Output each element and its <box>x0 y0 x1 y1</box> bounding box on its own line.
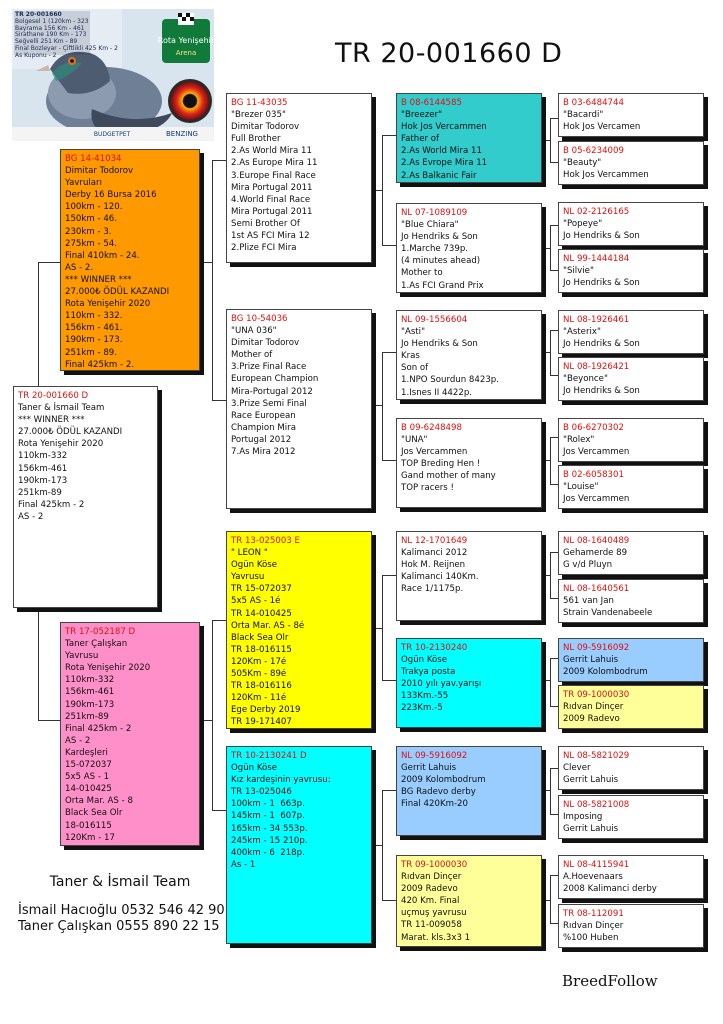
connector <box>550 552 558 553</box>
g3-card-sds <box>396 310 542 400</box>
card-line: Derby 16 Bursa 2016 <box>65 190 157 201</box>
card-line: As - 1 <box>231 859 256 870</box>
connector <box>550 658 558 659</box>
connector <box>550 484 558 485</box>
card-line: 5x5 AS - 1é <box>231 596 281 607</box>
card-line: TR 11-009058 <box>401 920 462 931</box>
g3-card-dds <box>396 746 542 836</box>
card-line: 2.As Evrope Mira 11 <box>401 158 488 169</box>
card-line: 5x5 AS - 1 <box>65 772 110 783</box>
card-line: Mira Portugal 2011 <box>231 182 313 193</box>
card-line: "Asti" <box>401 327 426 338</box>
ring-number: TR 17-052187 D <box>65 627 136 637</box>
card-line: "Silvie" <box>563 266 594 277</box>
connector <box>550 270 558 271</box>
connector <box>38 720 60 721</box>
card-line: 2009 Radevo <box>563 714 620 725</box>
g3-card-ddd <box>396 855 542 947</box>
card-line: 190km - 173. <box>65 335 123 346</box>
connector <box>542 575 550 576</box>
card-line: Yavruları <box>65 178 102 189</box>
connector <box>212 810 226 811</box>
connector <box>212 620 226 621</box>
connector <box>200 720 212 721</box>
card-line: Gehamerde 89 <box>563 548 628 559</box>
g4-card <box>558 746 704 790</box>
connector <box>38 608 39 720</box>
ring-number: B 03-6484744 <box>563 98 624 108</box>
card-line: 561 van Jan <box>563 596 614 607</box>
ring-number: NL 99-1444184 <box>563 254 630 264</box>
ring-number: BG 11-43035 <box>231 98 288 108</box>
card-line: Ogün Köse <box>231 763 278 774</box>
card-line: AS - 2 <box>65 735 91 746</box>
dam-sire-card <box>226 531 372 729</box>
svg-text:Arena: Arena <box>175 49 197 57</box>
g4-card <box>558 904 704 948</box>
card-line: 3.Europe Final Race <box>231 170 316 181</box>
card-line: TR 13-025046 <box>231 787 292 798</box>
card-line: 251km-89 <box>18 487 62 498</box>
card-line: Mother to <box>401 268 443 279</box>
card-line: 1.As FCI Grand Prix <box>401 280 484 291</box>
dam-card <box>60 622 200 846</box>
connector <box>550 875 551 923</box>
card-line: Father of <box>401 134 440 145</box>
card-line: Jo Hendriks & Son <box>401 339 478 350</box>
ring-number: B 08-6144585 <box>401 98 462 108</box>
card-line: 2.As Balkanic Fair <box>401 170 477 181</box>
card-line: 27.000₺ ÖDÜL KAZANDI <box>65 287 170 298</box>
card-line: Jos Vercammen <box>401 447 468 458</box>
connector <box>550 552 551 598</box>
ring-number: NL 08-5821008 <box>563 800 630 810</box>
card-line: 2.As World Mira 11 <box>401 146 482 157</box>
g3-card-sdd <box>396 418 542 508</box>
card-line: Portugal 2012 <box>231 434 292 445</box>
connector <box>550 162 558 163</box>
ring-number: NL 12-1701649 <box>401 536 468 546</box>
card-line: Orta Mar. AS - 8é <box>231 620 305 631</box>
card-line: 420 Km. Final <box>401 896 460 907</box>
card-line: 156km - 461. <box>65 323 123 334</box>
connector <box>382 575 396 576</box>
card-line: Gerrit Lahuis <box>563 775 619 786</box>
ring-number: NL 02-2126165 <box>563 207 630 217</box>
card-line: Gerrit Lahuis <box>563 655 619 666</box>
page-title: TR 20-001660 D <box>335 38 563 69</box>
card-line: *** WINNER *** <box>65 274 132 285</box>
card-line: 2.Plize FCI Mira <box>231 243 297 254</box>
card-line: "Popeye" <box>563 219 603 230</box>
card-line: Hok M. Reijnen <box>401 560 466 571</box>
card-line: Final 425km - 2 <box>65 723 132 734</box>
connector <box>550 330 551 375</box>
card-line: Kalimanci 2012 <box>401 548 468 559</box>
connector <box>382 135 396 136</box>
card-line: Gerrit Lahuis <box>563 824 619 835</box>
card-line: AS - 2. <box>65 262 94 273</box>
card-line: Marat. kls.3x3 1 <box>401 932 471 943</box>
card-line: Jo Hendriks & Son <box>401 232 478 243</box>
card-line: *** WINNER *** <box>18 415 85 426</box>
connector <box>550 814 558 815</box>
card-line: A.Hoevenaars <box>563 872 623 883</box>
card-line: Final 410km - 24. <box>65 250 140 261</box>
card-line: 100km - 120. <box>65 202 123 213</box>
subject-card <box>13 386 158 608</box>
connector <box>382 680 396 681</box>
connector <box>382 352 396 353</box>
connector <box>542 680 550 681</box>
connector <box>382 900 396 901</box>
g3-card-sss <box>396 93 542 183</box>
card-line: 15-072037 <box>65 760 112 771</box>
card-line: " LEON " <box>231 548 268 559</box>
connector <box>550 875 558 876</box>
card-line: Rıdvan Dinçer <box>563 702 624 713</box>
card-line: Jo Hendriks & Son <box>563 339 640 350</box>
card-line: Final 420Km-20 <box>401 799 468 810</box>
connector <box>212 620 213 810</box>
card-line: 251km - 89. <box>65 347 117 358</box>
card-line: 2009 Kolombodrum <box>563 667 648 678</box>
g4-card <box>558 418 704 462</box>
connector <box>382 135 383 245</box>
card-line: 18-016115 <box>65 820 112 831</box>
brand-label: BreedFollow <box>562 972 658 990</box>
card-line: European Champion <box>231 374 319 385</box>
card-line: "Rolex" <box>563 435 595 446</box>
card-line: Mira-Portugal 2012 <box>231 386 313 397</box>
card-line: Jos Vercammen <box>563 494 630 505</box>
connector <box>550 598 558 599</box>
card-line: Kardeşleri <box>65 747 108 758</box>
connector <box>382 352 383 460</box>
connector <box>550 118 551 162</box>
connector <box>372 190 382 191</box>
connector <box>372 628 382 629</box>
card-line: 251km-89 <box>65 711 109 722</box>
ring-number: TR 20-001660 D <box>18 391 89 401</box>
connector <box>542 900 550 901</box>
ring-number: B 09-6248498 <box>401 423 462 433</box>
connector <box>212 160 213 400</box>
card-line: %100 Huben <box>563 933 619 944</box>
card-line: Imposing <box>563 812 603 823</box>
logo-text: Rota Yenişehir <box>157 36 214 45</box>
card-line: TOP Breding Hen ! <box>401 459 481 470</box>
g4-card <box>558 638 704 682</box>
card-line: Jo Hendriks & Son <box>563 278 640 289</box>
ring-number: NL 09-5916092 <box>563 643 630 653</box>
connector <box>550 437 551 484</box>
g4-card <box>558 310 704 354</box>
ring-number: NL 08-4115941 <box>563 860 630 870</box>
ring-number: NL 09-1556604 <box>401 315 468 325</box>
card-line: Taner Çalışkan <box>65 639 128 650</box>
card-line: Taner & İsmail Team <box>18 403 105 414</box>
card-line: Black Sea Olr <box>231 632 289 643</box>
card-line: 14-010425 <box>65 784 112 795</box>
card-line: "Bacardi" <box>563 110 604 121</box>
connector <box>382 245 396 246</box>
connector <box>550 658 551 706</box>
card-line: Mother of <box>231 350 273 361</box>
connector <box>550 225 551 270</box>
card-line: AS - 2 <box>18 511 44 522</box>
card-line: Son of <box>401 363 429 374</box>
dam-dam-card <box>226 746 372 944</box>
connector <box>550 768 551 814</box>
card-line: Orta Mar. AS - 8 <box>65 796 133 807</box>
card-line: 1st AS FCI Mira 12 <box>231 231 310 242</box>
card-line: "Breezer" <box>401 110 443 121</box>
contact-line: İsmail Hacıoğlu 0532 546 42 90 <box>18 903 225 918</box>
card-line: 400km - 6 218p. <box>231 847 305 858</box>
card-line: Dimitar Todorov <box>231 338 300 349</box>
card-line: Rota Yenişehir 2020 <box>65 663 151 674</box>
card-line: Strain Vandenabeele <box>563 608 653 619</box>
connector <box>212 160 226 161</box>
svg-text:BUDGETPET: BUDGETPET <box>93 131 131 138</box>
card-line: Rota Yenişehir 2020 <box>18 439 104 450</box>
card-line: 2008 Kalimanci derby <box>563 884 657 895</box>
card-line: 2009 Kolombodrum <box>401 775 486 786</box>
card-line: Rıdvan Dinçer <box>401 872 462 883</box>
ring-number: BG 10-54036 <box>231 314 288 324</box>
ring-number: TR 08-112091 <box>563 909 624 919</box>
card-line: Race European <box>231 410 296 421</box>
card-line: "Brezer 035" <box>231 110 286 121</box>
card-line: Jos Vercammen <box>563 447 630 458</box>
connector <box>550 330 558 331</box>
card-line: 156km-461 <box>65 687 115 698</box>
ring-number: TR 10-2130240 <box>401 643 468 653</box>
ring-number: NL 08-1640561 <box>563 584 630 594</box>
g4-card <box>558 465 704 509</box>
ring-number: NL 08-5821029 <box>563 751 630 761</box>
g4-card <box>558 795 704 839</box>
connector <box>382 790 396 791</box>
ring-number: B 02-6058301 <box>563 470 624 480</box>
card-line: 2.As Europe Mira 11 <box>231 158 318 169</box>
card-line: "UNA" <box>401 435 428 446</box>
card-line: Yavrusu <box>231 572 265 583</box>
card-line: TR 18-016115 <box>231 644 292 655</box>
card-line: 27.000₺ ÖDÜL KAZANDI <box>18 427 123 438</box>
card-line: 156km-461 <box>18 463 68 474</box>
card-line: TOP racers ! <box>401 483 454 494</box>
card-line: 1.NPO Sourdun 8423p. <box>401 375 499 386</box>
card-line: Hok Jos Vercamen <box>563 122 641 133</box>
card-line: 190km-173 <box>65 699 115 710</box>
connector <box>542 140 550 141</box>
connector <box>382 790 383 900</box>
card-line: Clever <box>563 763 591 774</box>
ring-number: NL 08-1926421 <box>563 362 630 372</box>
card-line: 100km - 1 663p. <box>231 799 305 810</box>
card-line: TR 15-072037 <box>231 584 292 595</box>
card-line: Dimitar Todorov <box>231 122 300 133</box>
connector <box>38 262 39 386</box>
card-line: Jo Hendriks & Son <box>563 386 640 397</box>
g4-card <box>558 141 704 185</box>
card-line: 275km - 54. <box>65 238 117 249</box>
card-line: 110km - 332. <box>65 311 123 322</box>
sire-card <box>60 149 200 371</box>
card-line: 3.Prize Semi Final <box>231 398 307 409</box>
ring-number: TR 10-2130241 D <box>231 751 307 761</box>
card-line: 245km - 15 210p. <box>231 835 308 846</box>
card-line: Semi Brother Of <box>231 218 300 229</box>
g4-card <box>558 855 704 899</box>
connector <box>550 225 558 226</box>
connector <box>550 118 558 119</box>
card-line: BG Radevo derby <box>401 787 476 798</box>
card-line: Kalimanci 140Km. <box>401 572 479 583</box>
card-line: 1.Isnes II 4422p. <box>401 387 473 398</box>
svg-text:BENZING: BENZING <box>166 130 198 138</box>
card-line: Jo Hendriks & Son <box>563 231 640 242</box>
team-contact <box>18 874 225 935</box>
card-line: Final 425km - 2 <box>18 499 85 510</box>
g4-card <box>558 93 704 137</box>
card-line: Ogün Köse <box>401 655 448 666</box>
card-line: "Asterix" <box>563 327 601 338</box>
sire-dam-card <box>226 309 372 509</box>
ring-number: B 05-6234009 <box>563 146 624 156</box>
card-line: Black Sea Olr <box>65 808 123 819</box>
connector <box>542 460 550 461</box>
card-line: 110km-332 <box>18 451 68 462</box>
connector <box>550 375 558 376</box>
card-line: 1.Marche 739p. <box>401 244 469 255</box>
card-line: 133Km.-55 <box>401 691 449 702</box>
ring-number: BG 14-41034 <box>65 154 122 164</box>
g3-card-dsd <box>396 638 542 728</box>
card-line: 230km - 3. <box>65 226 112 237</box>
card-line: Gerrit Lahuis <box>401 763 457 774</box>
connector <box>382 460 396 461</box>
card-line: 120Km - 17 <box>65 832 115 843</box>
g3-card-dss <box>396 531 542 621</box>
ring-number: TR 09-1000030 <box>401 860 468 870</box>
card-line: G v/d Pluyn <box>563 560 613 571</box>
connector <box>382 575 383 680</box>
ring-number: TR 13-025003 E <box>231 536 300 546</box>
card-line: 4.World Final Race <box>231 194 311 205</box>
card-line: 165km - 34 553p. <box>231 823 308 834</box>
g4-card <box>558 249 704 293</box>
ring-number: TR 09-1000030 <box>563 690 630 700</box>
connector <box>38 262 60 263</box>
card-line: 2009 Radevo <box>401 884 458 895</box>
card-line: TR 19-171407 <box>231 717 292 728</box>
card-line: Race 1/1175p. <box>401 584 464 595</box>
connector <box>372 405 382 406</box>
card-line: Kras <box>401 351 420 362</box>
g4-card <box>558 357 704 401</box>
card-line: Hok Jos Vercammen <box>401 122 487 133</box>
card-line: Yavrusu <box>65 651 99 662</box>
g4-card <box>558 579 704 623</box>
ring-number: NL 07-1089109 <box>401 208 468 218</box>
g4-card <box>558 685 704 729</box>
card-line: Mira Portugal 2011 <box>231 206 313 217</box>
card-line: "Beauty" <box>563 158 602 169</box>
card-line: "Beyonce" <box>563 374 608 385</box>
g4-card <box>558 202 704 246</box>
ring-number: NL 09-5916092 <box>401 751 468 761</box>
ring-number: NL 08-1640489 <box>563 536 630 546</box>
team-name: Taner & İsmail Team <box>49 874 191 890</box>
card-line: Gand mother of many <box>401 471 496 482</box>
card-line: 150km - 46. <box>65 214 117 225</box>
card-line: TR 18-016116 <box>231 681 292 692</box>
card-line: 223Km.-5 <box>401 703 443 714</box>
card-line: 3.Prize Final Race <box>231 362 307 373</box>
card-line: TR 14-010425 <box>231 608 292 619</box>
connector <box>542 352 550 353</box>
card-line: Dimitar Todorov <box>65 166 134 177</box>
card-line: Kız kardeşinin yavrusu: <box>231 775 331 786</box>
card-line: "Louise" <box>563 482 599 493</box>
ring-number: B 06-6270302 <box>563 423 624 433</box>
card-line: (4 minutes ahead) <box>401 256 481 267</box>
card-line: 120Km - 17é <box>231 656 287 667</box>
g4-card <box>558 531 704 575</box>
pigeon-photo <box>12 9 214 141</box>
ring-number: NL 08-1926461 <box>563 315 630 325</box>
connector <box>550 437 558 438</box>
connector <box>542 248 550 249</box>
contact-line: Taner Çalışkan 0555 890 22 15 <box>18 919 220 934</box>
card-line: Full Brother <box>231 134 281 145</box>
connector <box>372 845 382 846</box>
card-line: Trakya posta <box>401 667 456 678</box>
card-line: "UNA 036" <box>231 326 277 337</box>
card-line: 120Km - 11é <box>231 693 287 704</box>
connector <box>542 790 550 791</box>
card-line: Hok Jos Vercammen <box>563 170 649 181</box>
card-line: 2.As World Mira 11 <box>231 146 312 157</box>
card-line: 505Km - 89é <box>231 669 287 680</box>
card-line: 2010 yılı yav.yarışı <box>401 679 482 690</box>
card-line: Rota Yenişehir 2020 <box>65 299 151 310</box>
card-line: Champion Mira <box>231 422 296 433</box>
card-line: "Blue Chiara" <box>401 220 459 231</box>
photo-info: TR 20-001660 Bolgesel 1 (120km - 323 Bayrama 156 Km - 461 Sirathane 190 Km - 173 Seğvelli 251 Km - 89 Final Bozleyar - Çiftlikli 425 Km - 2 As Kuponu - 2 <box>15 11 118 59</box>
card-line: Ogün Köse <box>231 560 278 571</box>
card-line: Rıdvan Dinçer <box>563 921 624 932</box>
connector <box>550 706 558 707</box>
card-line: 190km-173 <box>18 475 68 486</box>
card-line: uçmuş yavrusu <box>401 908 467 919</box>
card-line: 110km-332 <box>65 675 115 686</box>
card-line: Ege Derby 2019 <box>231 705 301 716</box>
card-line: 145km - 1 607p. <box>231 811 305 822</box>
connector <box>550 923 558 924</box>
sire-sire-card <box>226 93 372 263</box>
card-line: 7.As Mira 2012 <box>231 447 296 458</box>
g3-card-ssd <box>396 203 542 293</box>
card-line: Final 425km - 2. <box>65 359 135 370</box>
connector <box>550 768 558 769</box>
connector <box>200 262 212 263</box>
connector <box>212 400 226 401</box>
